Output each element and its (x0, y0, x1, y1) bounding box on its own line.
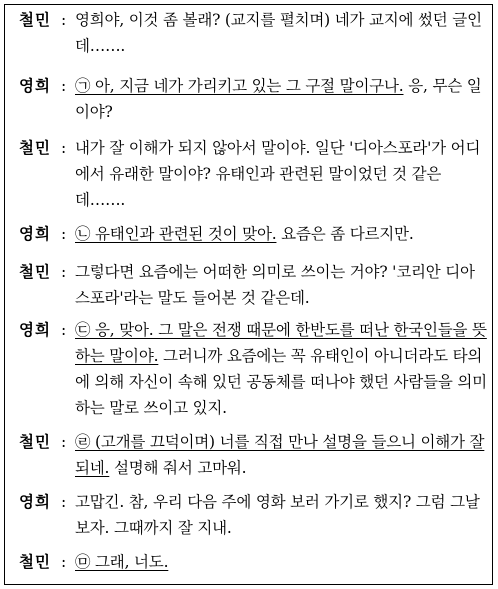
utterance-text: 고맙긴. 참, 우리 다음 주에 영화 보러 가기로 했지? 그럼 그날 보자. 그때까지 잘 지내. (75, 493, 480, 537)
speaker-label: 영희 (19, 493, 51, 511)
utterance (75, 429, 487, 481)
speaker-label: 철민 (19, 433, 51, 451)
underlined-segment-d: ㉣ (고개를 끄덕이며) 너를 직접 만나 설명을 들으니 이해가 잘되네. (75, 433, 485, 477)
speaker-label: 영희 (19, 77, 51, 95)
dialogue-box: 철민 : 영희야, 이것 좀 볼래? (교지를 펼치며) 네가 교지에 썼던 글인데……. 영희 : ㉠ 아, 지금 네가 가리키고 있는 그 구절 말이구나. 응, 무슨 일이야? 철민 : 내가 잘 이해가 되지 않아서 말이야. 일단 '디아스포라'가 어디에서 유래한 말이야? 유태인과 관련된 말이었던 것 같은데……. 영희 : ㉡ 유태인과 관련된 것이 맞아. 요즘은 좀 다르지만. 철민 : 그렇다면 요즘에는 어떠한 의미로 쓰이는 거야? '코리안 디아스포라'라는 말도 들어본 것 같은데. 영희 : ㉢ 응, 맞아. 그 말은 전쟁 때문에 한반도를 떠난 한국인들을 뜻하는 말이야. 그러니까 요즘에는 꼭 유태인이 아니더라도 타의에 의해 자신이 속해 있던 공동체를 떠나야 했던 사람들을 의미하는 말로 쓰이고 있지. 철민 : ㉣ (고개를 끄덕이며) 너를 직접 만나 설명을 들으니 이해가 잘되네. 설명해 줘서 고마워. 영희 : 고맙긴. 참, 우리 다음 주에 영화 보러 가기로 했지? 그럼 그날 보자. 그때까지 잘 지내. 철민 : ㉤ 그래, 너도. (4, 4, 493, 585)
utterance-text: 영희야, 이것 좀 볼래? (교지를 펼치며) 네가 교지에 썼던 글인데……. (75, 11, 482, 55)
utterance (75, 73, 487, 125)
utterance (75, 221, 487, 247)
utterance-text: 그렇다면 요즘에는 어떠한 의미로 쓰이는 거야? '코리안 디아스포라'라는 말도 들어본 것 같은데. (75, 263, 475, 307)
speaker-label: 영희 (19, 225, 51, 243)
utterance (75, 489, 487, 541)
utterance (75, 317, 487, 421)
underlined-segment-e: ㉤ 그래, 너도. (75, 553, 169, 571)
underlined-segment-b: ㉡ 유태인과 관련된 것이 맞아. (75, 225, 277, 243)
underlined-segment-a: ㉠ 아, 지금 네가 가리키고 있는 그 구절 말이구나. (75, 77, 404, 95)
utterance-text: 내가 잘 이해가 되지 않아서 말이야. 일단 '디아스포라'가 어디에서 유래한 말이야? 유태인과 관련된 말이었던 것 같은데……. (75, 139, 481, 209)
utterance (75, 549, 487, 575)
utterance (75, 135, 487, 213)
speaker-label: 철민 (19, 139, 51, 157)
speaker-label: 철민 (19, 263, 51, 281)
utterance-text: 설명해 줘서 고마워. (109, 459, 247, 477)
utterance (75, 7, 487, 59)
speaker-label: 영희 (19, 321, 51, 339)
utterance-text: 그러니까 요즘에는 꼭 유태인이 아니더라도 타의에 의해 자신이 속해 있던 공동체를 떠나야 했던 사람들을 의미하는 말로 쓰이고 있지. (75, 347, 487, 417)
speaker-label: 철민 (19, 553, 51, 571)
utterance-text: 요즘은 좀 다르지만. (276, 225, 414, 243)
underlined-segment-c: ㉢ 응, 맞아. 그 말은 전쟁 때문에 한반도를 떠난 한국인들을 뜻하는 말이야. (75, 321, 487, 365)
speaker-label: 철민 (19, 11, 51, 29)
utterance (75, 259, 487, 311)
utterance-text: 응, 무슨 일이야? (75, 77, 482, 121)
